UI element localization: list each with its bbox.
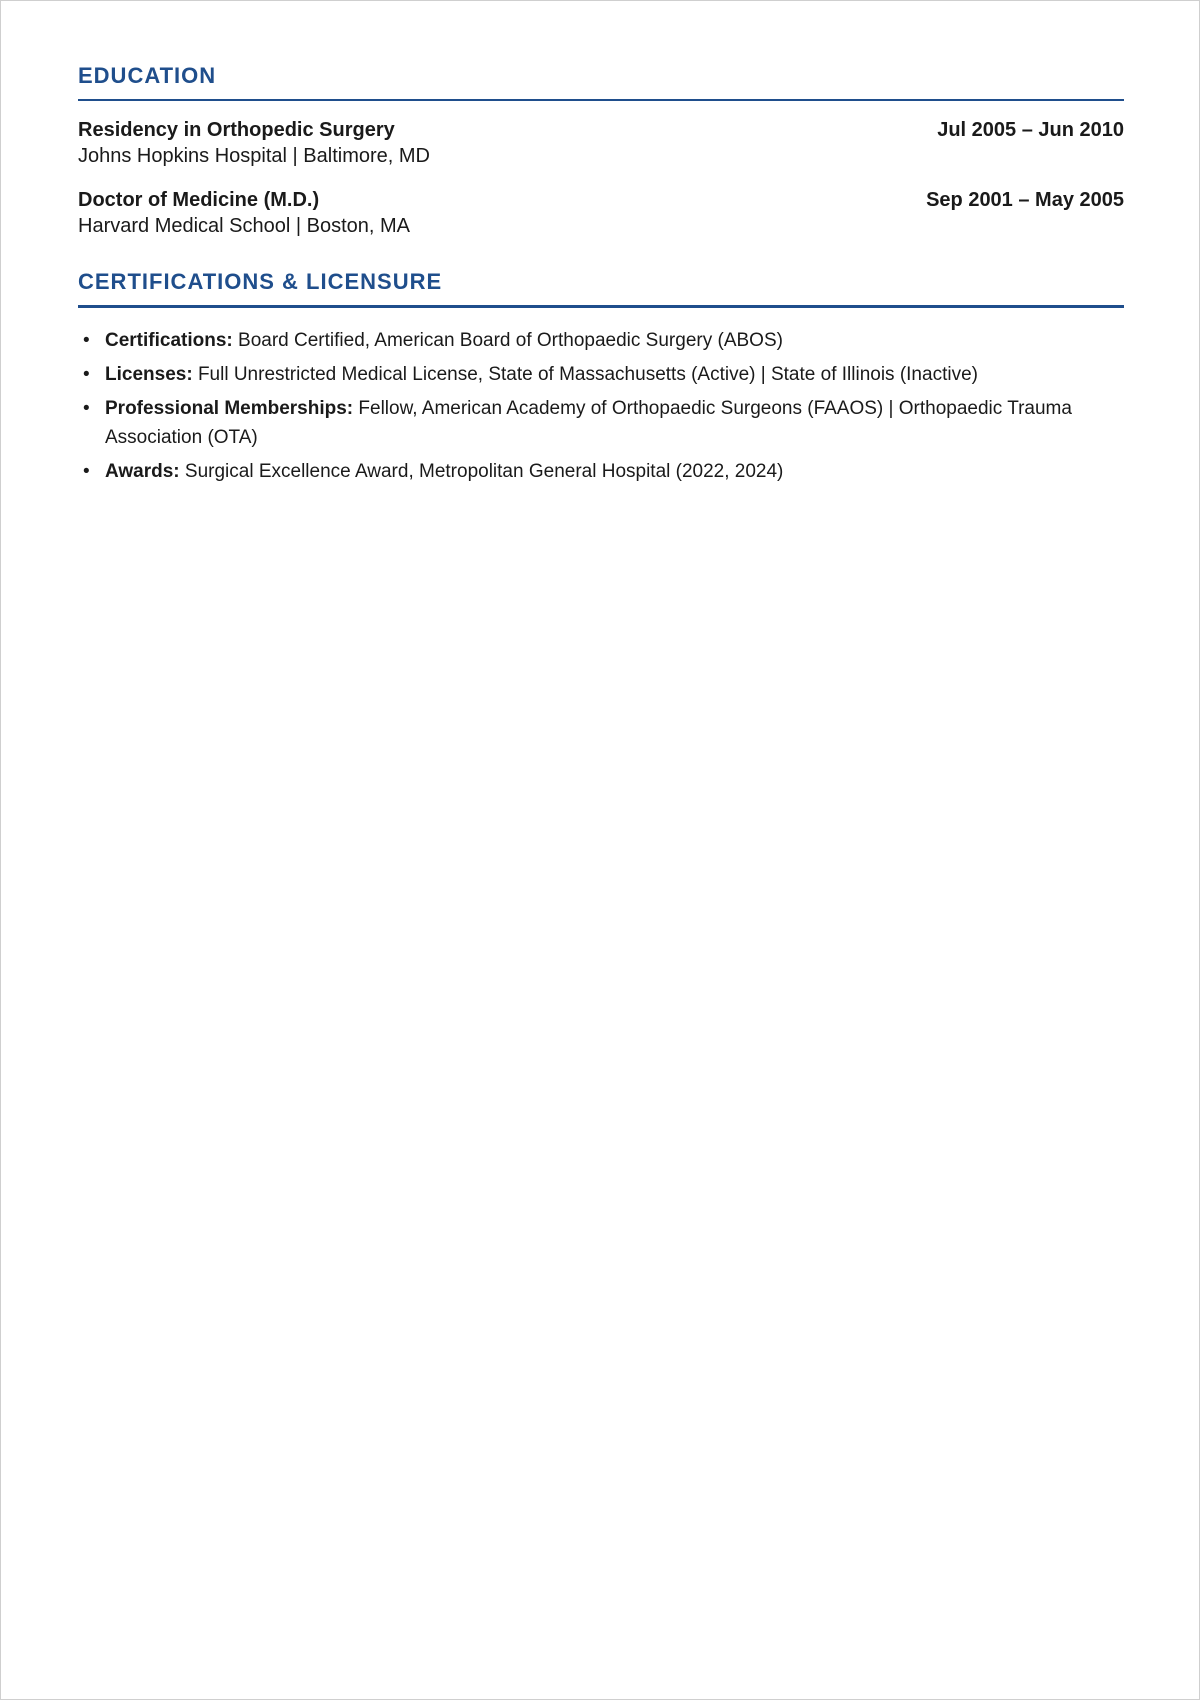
list-item-certifications — [78, 326, 1124, 355]
list-item-text: Fellow, American Academy of Orthopaedic Surgeons (FAAOS) | Orthopaedic Trauma Association (OTA) — [105, 398, 1072, 448]
education-dates: Sep 2001 – May 2005 — [926, 189, 1124, 211]
education-degree: Residency in Orthopedic Surgery — [78, 119, 395, 141]
list-item-awards — [78, 457, 1124, 486]
education-entry-header — [78, 187, 1124, 213]
education-degree: Doctor of Medicine (M.D.) — [78, 189, 320, 211]
bullet-icon: • — [83, 364, 90, 385]
bullet-icon: • — [83, 330, 90, 351]
education-dates: Jul 2005 – Jun 2010 — [937, 119, 1124, 141]
bullet-icon: • — [83, 398, 90, 419]
education-heading: EDUCATION — [78, 63, 217, 88]
education-entry-md — [78, 187, 1124, 239]
bullet-icon: • — [83, 461, 90, 482]
resume-content — [78, 59, 1124, 491]
education-list — [78, 117, 1124, 239]
list-item-licenses — [78, 360, 1124, 389]
list-item-label: Certifications: — [105, 330, 233, 351]
list-item-label: Professional Memberships: — [105, 398, 354, 419]
certifications-divider — [78, 305, 1124, 308]
education-entry-residency — [78, 117, 1124, 169]
education-divider — [78, 99, 1124, 101]
education-school: Johns Hopkins Hospital | Baltimore, MD — [78, 145, 430, 167]
list-item-label: Awards: — [105, 461, 180, 482]
certifications-section — [78, 265, 1124, 486]
education-school: Harvard Medical School | Boston, MA — [78, 215, 411, 237]
education-section — [78, 59, 1124, 239]
list-item-label: Licenses: — [105, 364, 193, 385]
certifications-list — [78, 326, 1124, 486]
list-item-memberships — [78, 394, 1124, 452]
education-entry-header — [78, 117, 1124, 143]
list-item-text: Surgical Excellence Award, Metropolitan General Hospital (2022, 2024) — [184, 461, 784, 482]
certifications-heading: CERTIFICATIONS & LICENSURE — [78, 269, 443, 294]
list-item-text: Full Unrestricted Medical License, State of Massachusetts (Active) | State of Illinois (Inactive) — [197, 364, 978, 385]
list-item-text: Board Certified, American Board of Orthopaedic Surgery (ABOS) — [238, 330, 783, 351]
